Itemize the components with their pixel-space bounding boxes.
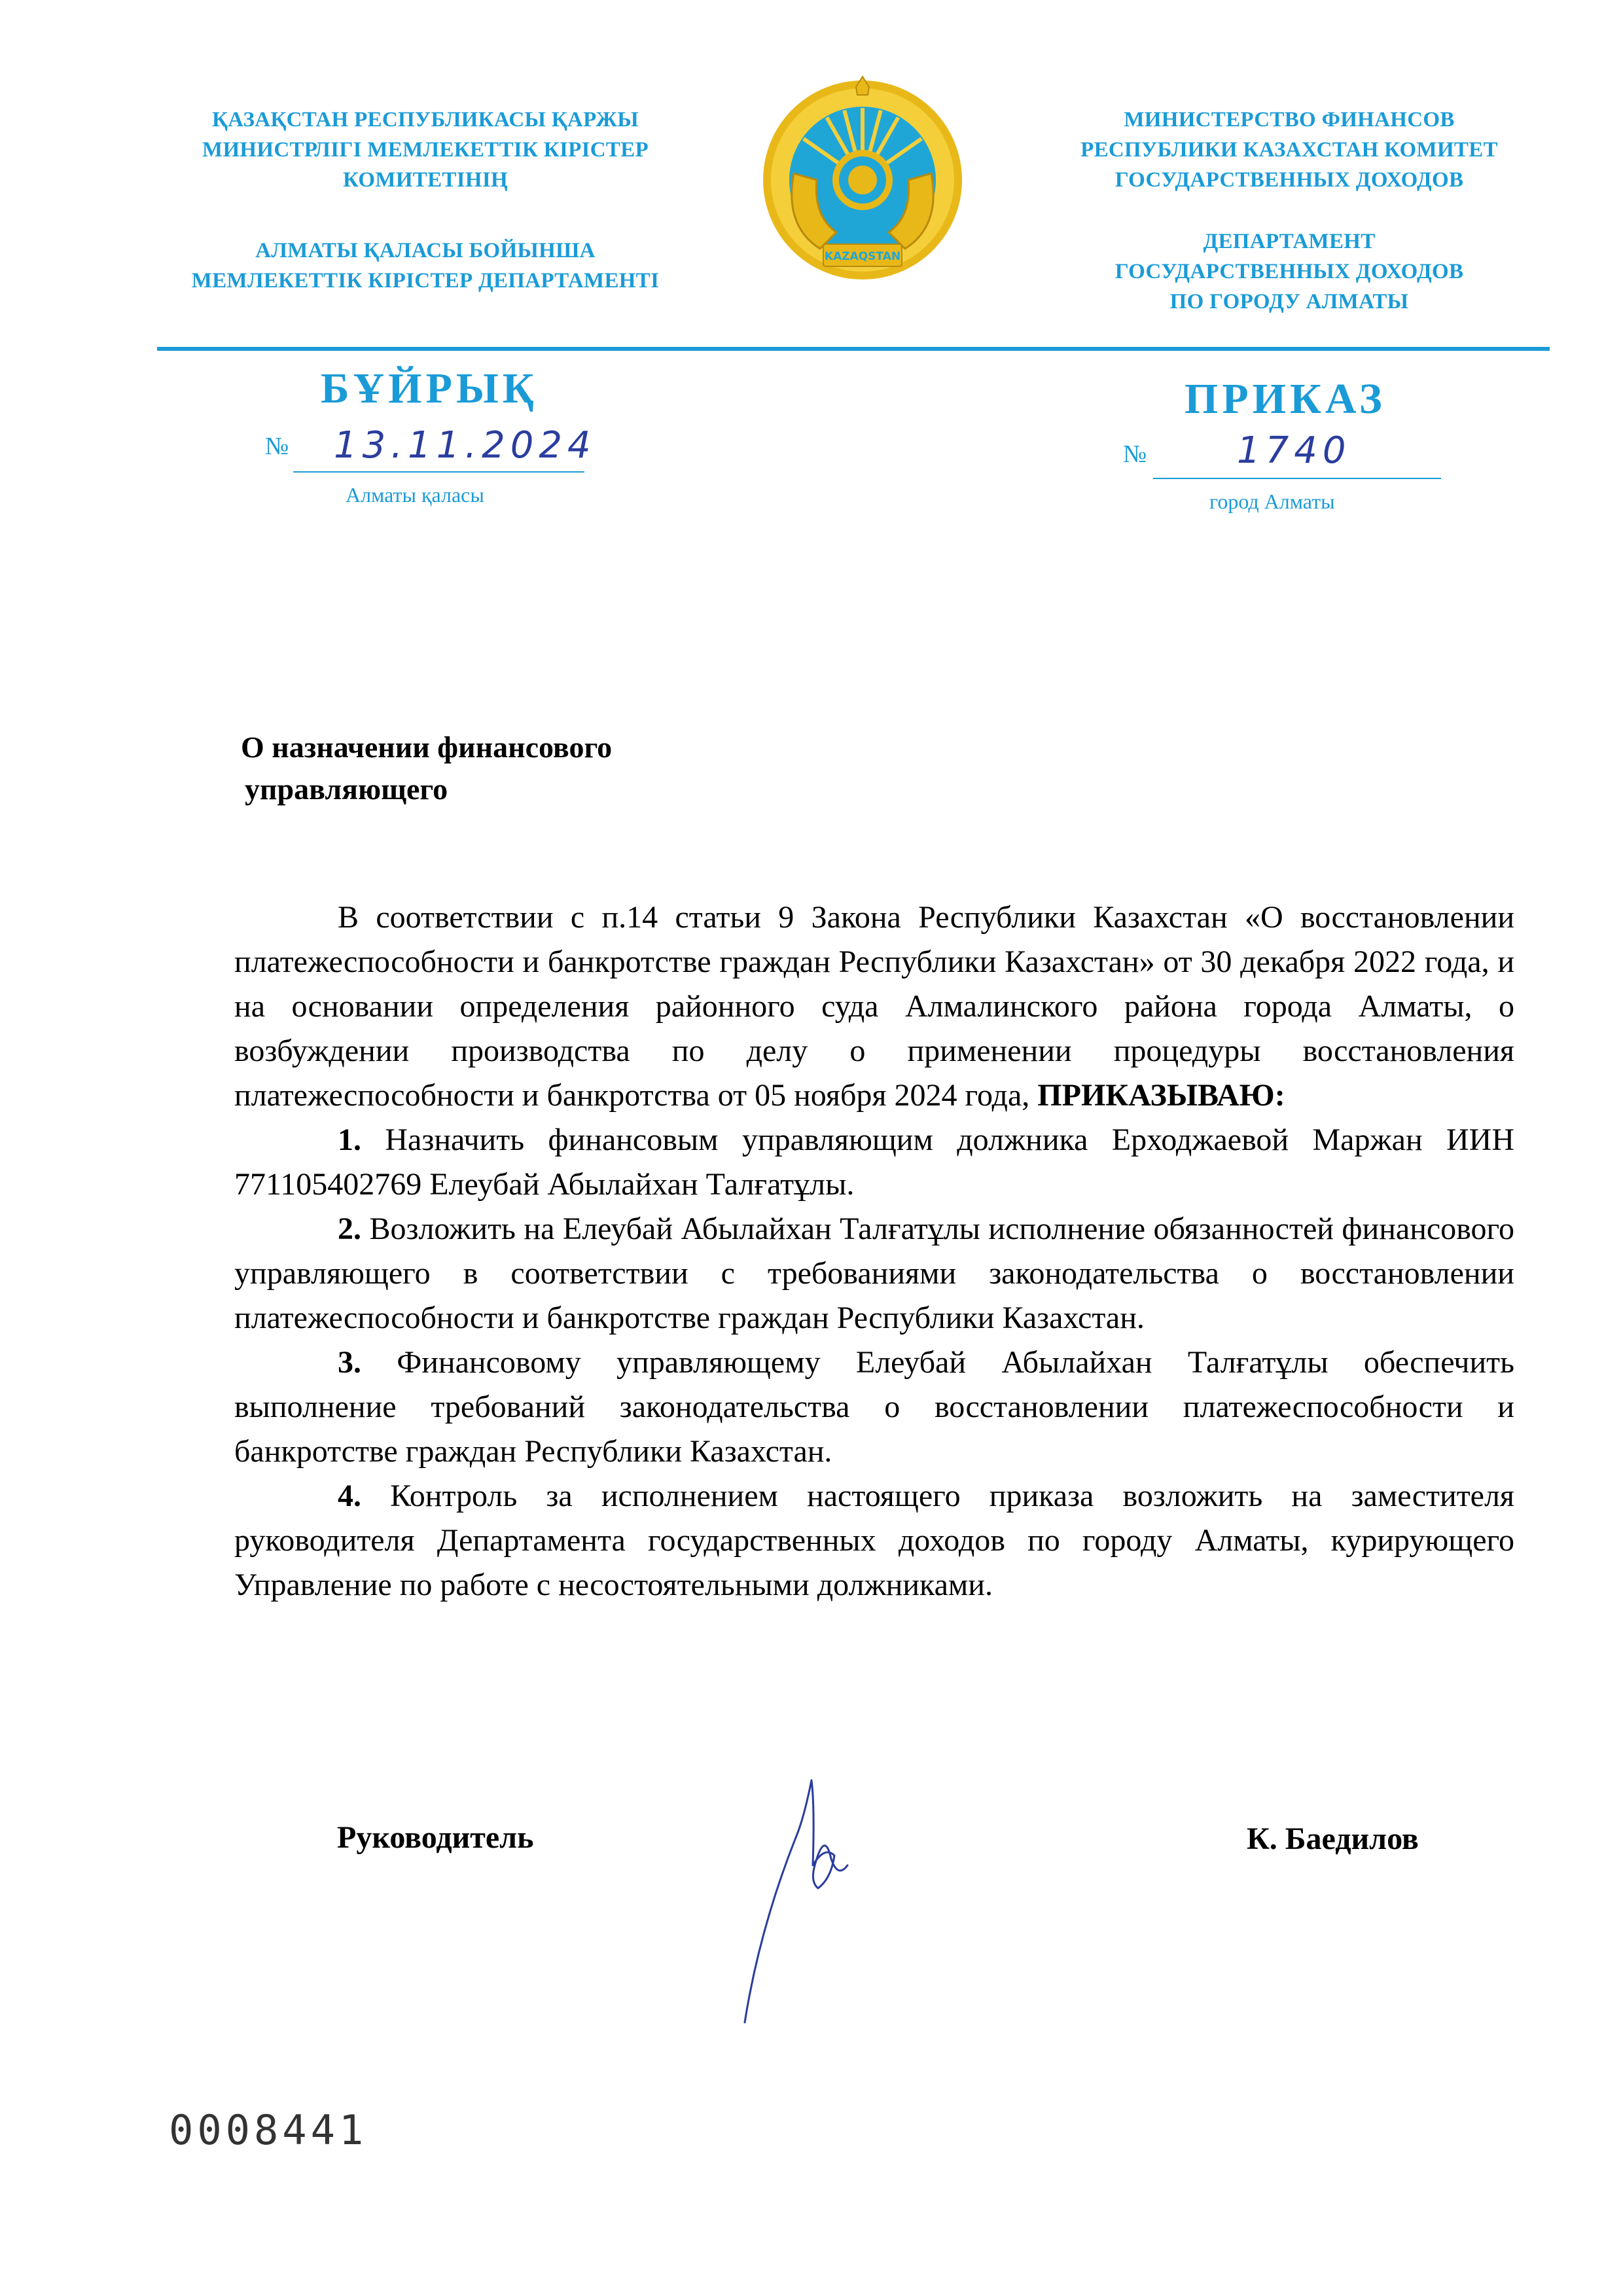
order-number-row	[1123, 440, 1147, 469]
document-serial-number: 0008441	[169, 2106, 368, 2154]
body-intro	[234, 895, 1514, 1118]
item-number: 1.	[338, 1122, 361, 1157]
state-emblem	[758, 75, 967, 285]
item-number: 3.	[338, 1345, 361, 1380]
order-number-line	[1153, 476, 1441, 479]
order-title-ru: ПРИКАЗ	[1185, 375, 1386, 423]
order-number-handwritten: 1740	[1237, 429, 1351, 472]
item-number: 4.	[338, 1479, 361, 1513]
right-department-line-2: ГОСУДАРСТВЕННЫХ ДОХОДОВ	[1115, 260, 1464, 283]
header-right-block	[1021, 105, 1558, 317]
right-ministry-line-2: РЕСПУБЛИКИ КАЗАХСТАН КОМИТЕТ	[1080, 138, 1498, 162]
order-date-line	[293, 470, 584, 473]
intro-text: В соответствии с п.14 статьи 9 Закона Республики Казахстан «О восстановлении платежеспособности и банкротстве граждан Республики Казахстан» от 30 декабря 2022 года, и на основании определения районного суда Алмалинского района города Алматы, о возбуждении производства по делу о применении процедуры восстановления платежеспособности и банкротства от 05 ноября 2024 года,	[234, 900, 1514, 1113]
order-date-handwritten: 13.11.2024	[334, 424, 596, 467]
order-title-kz: БҰЙРЫҚ	[321, 365, 538, 412]
body-item-3	[234, 1340, 1514, 1474]
subject-line-2: управляющего	[245, 772, 448, 806]
left-department-line-2: МЕМЛЕКЕТТІК КІРІСТЕР ДЕПАРТАМЕНТІ	[191, 269, 660, 293]
header-divider	[157, 347, 1550, 351]
city-kz: Алматы қаласы	[346, 483, 484, 507]
right-department-line-3: ПО ГОРОДУ АЛМАТЫ	[1169, 290, 1409, 314]
left-ministry-line-1: ҚАЗАҚСТАН РЕСПУБЛИКАСЫ ҚАРЖЫ	[212, 108, 639, 132]
right-ministry-line-1: МИНИСТЕРСТВО ФИНАНСОВ	[1124, 108, 1455, 132]
order-date-row	[265, 432, 289, 461]
order-subject	[241, 726, 612, 810]
item-number: 2.	[338, 1211, 361, 1246]
right-ministry-line-3: ГОСУДАРСТВЕННЫХ ДОХОДОВ	[1115, 168, 1464, 192]
left-department-line-1: АЛМАТЫ ҚАЛАСЫ БОЙЫНША	[255, 239, 596, 262]
order-body	[234, 895, 1514, 1607]
city-ru: город Алматы	[1209, 490, 1335, 513]
command-text: ПРИКАЗЫВАЮ:	[1037, 1078, 1285, 1113]
body-item-4	[234, 1474, 1514, 1607]
item-text: Назначить финансовым управляющим должника Ерходжаевой Маржан ИИН 771105402769 Елеубай Абылайхан Талғатұлы.	[234, 1122, 1515, 1202]
header-left-block	[157, 105, 694, 296]
number-sign-right: №	[1123, 440, 1147, 468]
subject-line-1: О назначении финансового	[241, 730, 613, 764]
left-ministry-line-3: КОМИТЕТІНІҢ	[343, 168, 508, 192]
signatory-name: К. Баедилов	[1247, 1821, 1419, 1856]
body-item-1	[234, 1118, 1514, 1207]
emblem-icon	[758, 75, 967, 285]
item-text: Финансовому управляющему Елеубай Абылайхан Талғатұлы обеспечить выполнение требований законодательства о восстановлении платежеспособности и банкротстве граждан Республики Казахстан.	[234, 1345, 1514, 1469]
signatory-position: Руководитель	[337, 1820, 534, 1855]
number-sign-left: №	[265, 433, 289, 460]
item-text: Контроль за исполнением настоящего приказа возложить на заместителя руководителя Департамента государственных доходов по городу Алматы, курирующего Управление по работе с несостоятельными должниками.	[234, 1479, 1515, 1602]
right-department-line-1: ДЕПАРТАМЕНТ	[1203, 230, 1376, 253]
body-item-2	[234, 1207, 1514, 1340]
item-text: Возложить на Елеубай Абылайхан Талғатұлы исполнение обязанностей финансового управляющего в соответствии с требованиями законодательства о восстановлении платежеспособности и банкротстве граждан Республики Казахстан.	[234, 1211, 1515, 1335]
signature-icon	[733, 1767, 877, 2029]
handwritten-signature	[733, 1767, 877, 2029]
emblem-text: KAZAQSTAN	[824, 250, 901, 263]
left-ministry-line-2: МИНИСТРЛІГІ МЕМЛЕКЕТТІК КІРІСТЕР	[202, 138, 649, 162]
